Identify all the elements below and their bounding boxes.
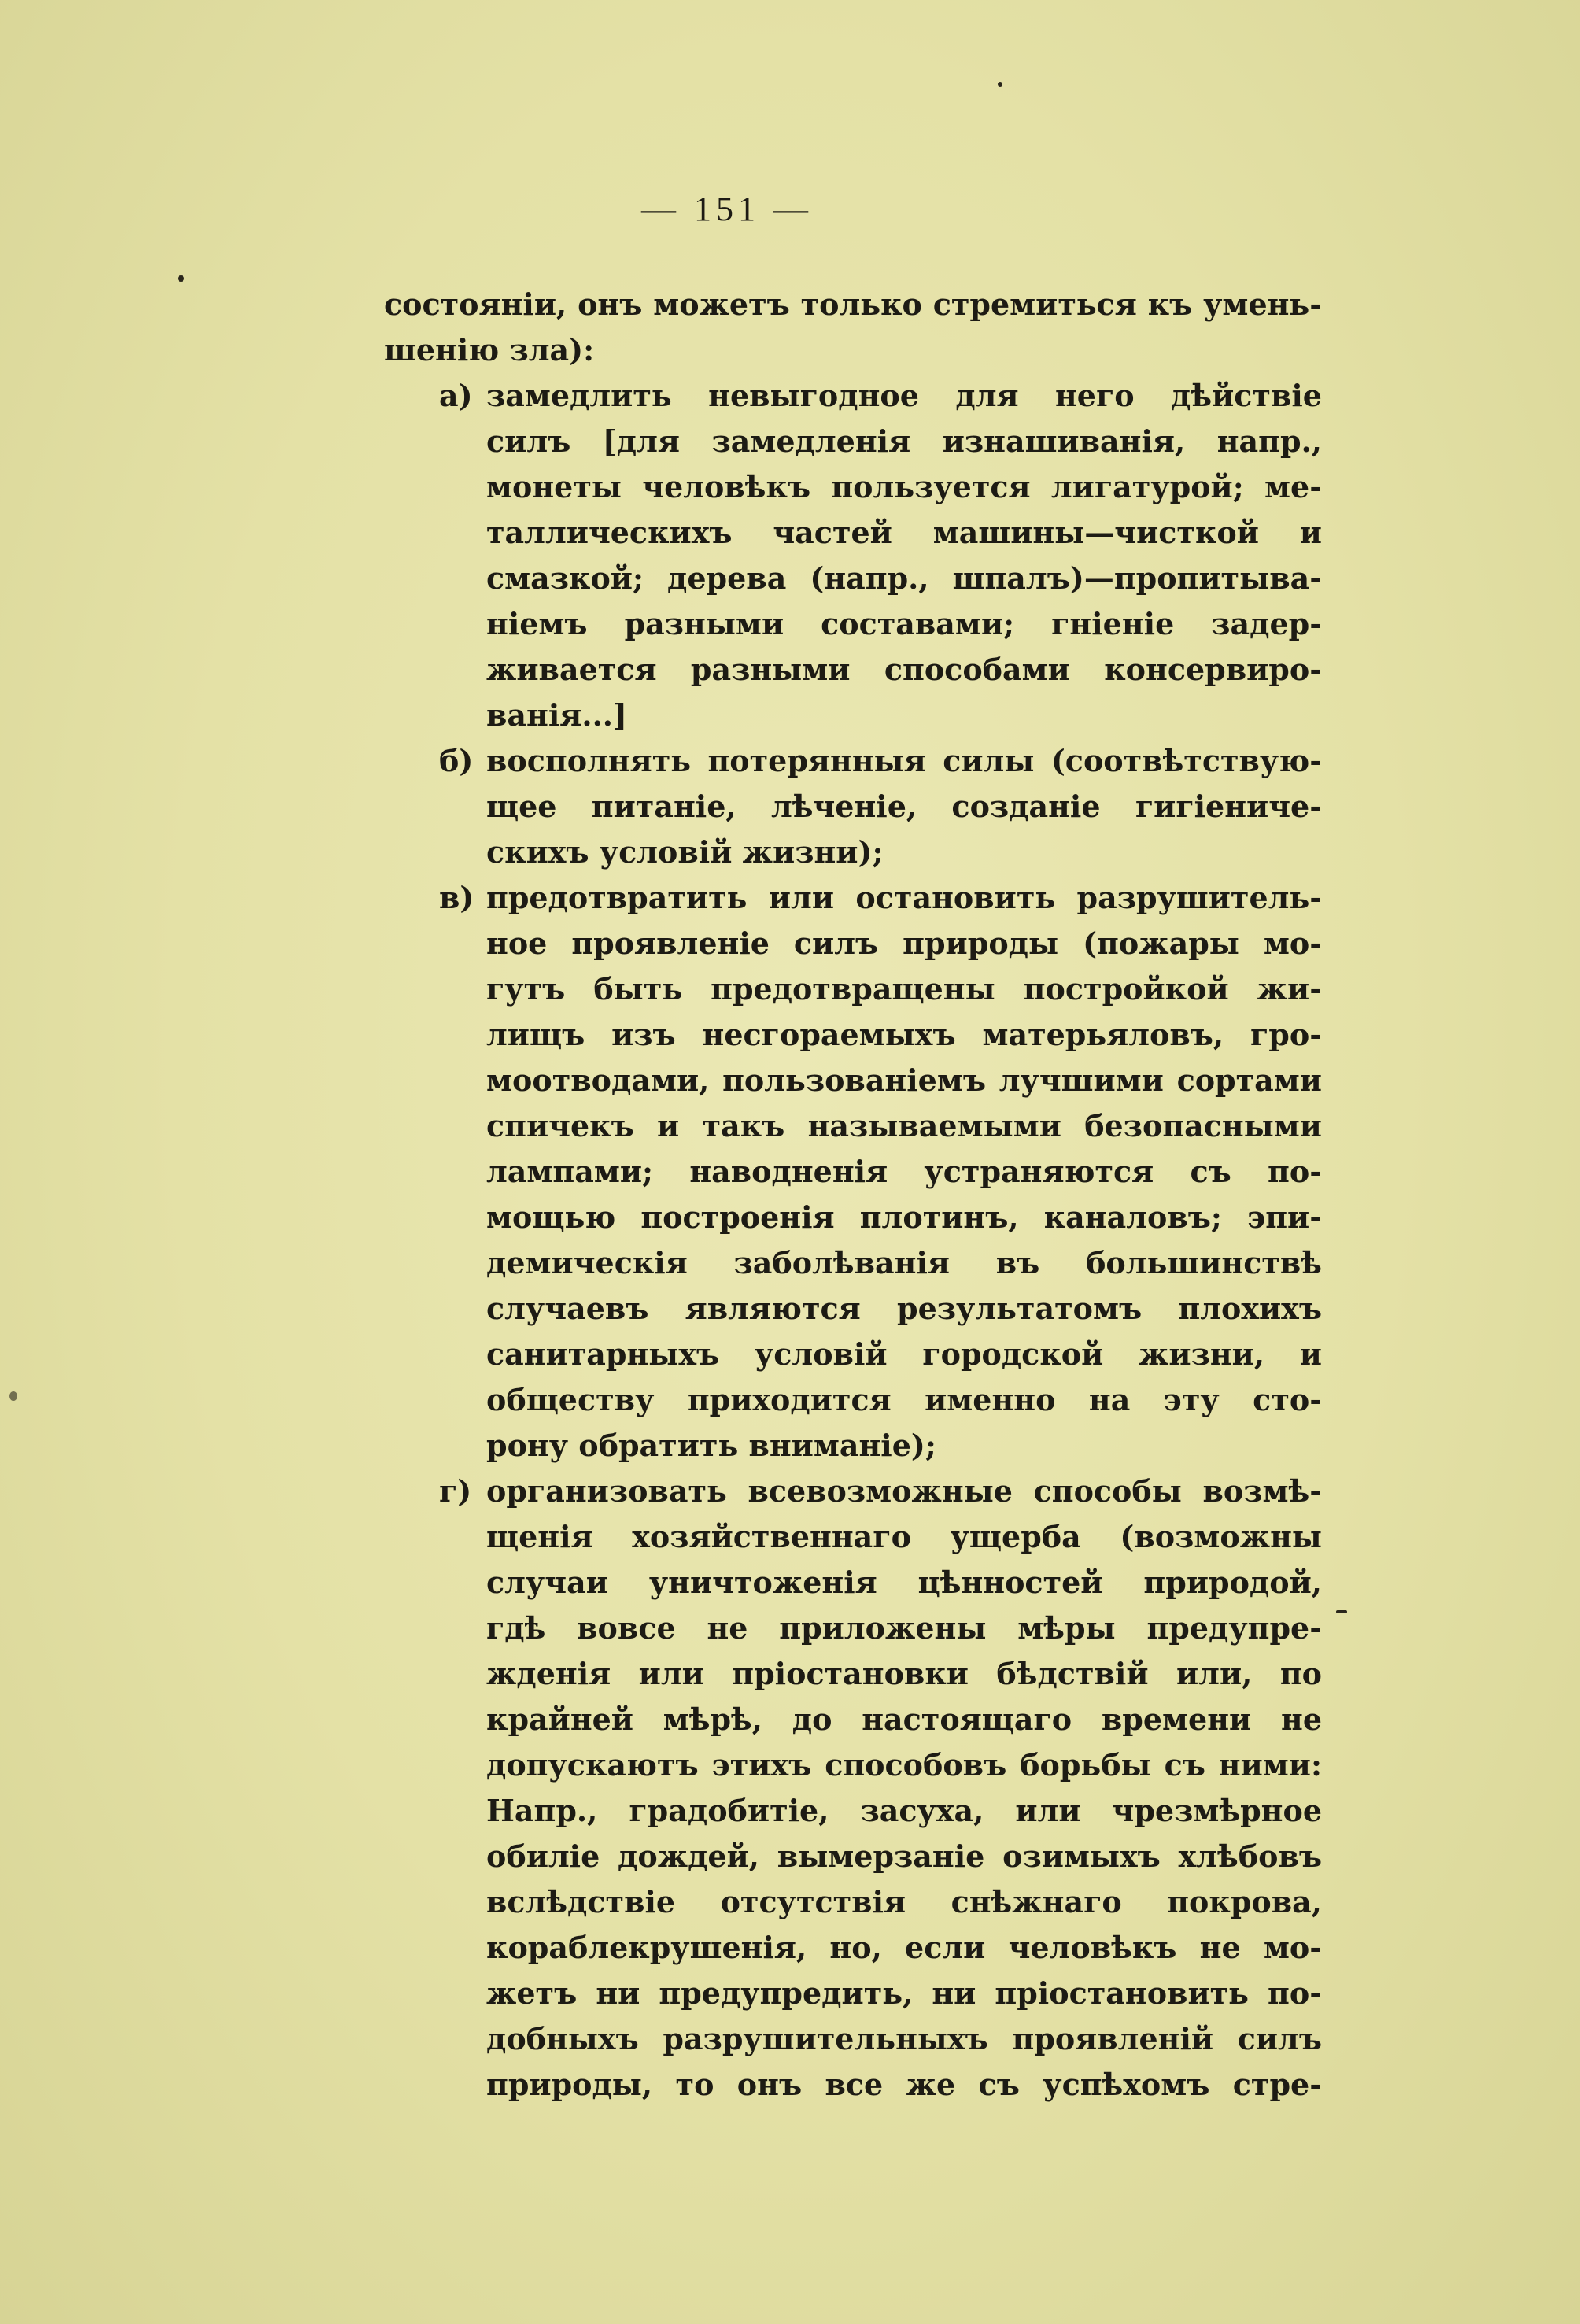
- text-line: ванiя...]: [486, 697, 628, 733]
- text-line: лампами; наводненiя устраняются съ по-: [486, 1154, 1322, 1189]
- text-line: рону обратить вниманiе);: [486, 1428, 936, 1463]
- list-item-g: [384, 1469, 1322, 2108]
- text-line: лищъ изъ несгораемыхъ матерьяловъ, гро-: [486, 1017, 1322, 1052]
- text-line: вслѣдствiе отсутствiя снѣжнаго покрова,: [486, 1884, 1322, 1919]
- list-marker: а): [439, 378, 473, 413]
- text-line: восполнять потерянныя силы (соотвѣтствую-: [486, 743, 1322, 778]
- text-line: живается разными способами консервиро-: [486, 652, 1322, 687]
- text-line: допускаютъ этихъ способовъ борьбы съ ними:: [486, 1747, 1322, 1783]
- text-line: случаи уничтоженiя цѣнностей природой,: [486, 1565, 1322, 1600]
- text-line: таллическихъ частей машины—чисткой и: [486, 515, 1322, 550]
- text-line: щенiя хозяйственнаго ущерба (возможны: [486, 1519, 1322, 1554]
- text-line: демическiя заболѣванiя въ большинствѣ: [486, 1245, 1322, 1280]
- list-item-a: [384, 373, 1322, 738]
- text-line: природы, то онъ все же съ успѣхомъ стре-: [486, 2067, 1322, 2102]
- text-line: шенiю зла):: [384, 332, 595, 368]
- text-line: гдѣ вовсе не приложены мѣры предупре-: [486, 1610, 1322, 1646]
- paper-speck: [178, 275, 184, 282]
- list-item-b: [384, 738, 1322, 875]
- text-line: монеты человѣкъ пользуется лигатурой; ме-: [486, 469, 1322, 504]
- text-line: организовать всевозможные способы возмѣ-: [486, 1473, 1322, 1509]
- text-line: жетъ ни предупредить, ни прiостановить по-: [486, 1975, 1322, 2011]
- text-line: щее питанiе, лѣченiе, созданiе гигiеничe-: [486, 789, 1322, 824]
- list-marker: г): [439, 1473, 472, 1509]
- text-line: гутъ быть предотвращены постройкой жи-: [486, 971, 1322, 1007]
- text-line: предотвратить или остановить разрушитель-: [486, 880, 1322, 915]
- text-line: кораблекрушенiя, но, если человѣкъ не мо-: [486, 1930, 1322, 1965]
- text-line: состоянiи, онъ можетъ только стремиться къ умень-: [384, 286, 1322, 322]
- list-item-v: [384, 875, 1322, 1469]
- paper-speck: [9, 1391, 17, 1401]
- text-line: обществу приходится именно на эту сто-: [486, 1382, 1322, 1417]
- text-line: добныхъ разрушительныхъ проявленiй силъ: [486, 2021, 1322, 2056]
- text-line: скихъ условiй жизни);: [486, 834, 884, 870]
- text-line: обилiе дождей, вымерзанiе озимыхъ хлѣбовъ: [486, 1838, 1322, 1874]
- body-text: [384, 282, 1322, 2108]
- text-line: смазкой; дерева (напр., шпалъ)—пропитыва-: [486, 560, 1322, 596]
- text-line: мощью построенiя плотинъ, каналовъ; эпи-: [486, 1199, 1322, 1235]
- text-line: крайней мѣрѣ, до настоящаго времени не: [486, 1701, 1322, 1737]
- intro-paragraph: [384, 282, 1322, 373]
- text-line: нiемъ разными составами; гнiенiе задер-: [486, 606, 1322, 641]
- list-marker: в): [439, 880, 474, 915]
- text-line: санитарныхъ условiй городской жизни, и: [486, 1336, 1322, 1372]
- list-marker: б): [439, 743, 474, 778]
- text-line: моотводами, пользованiемъ лучшими сортами: [486, 1062, 1322, 1098]
- page-number: — 151 —: [641, 190, 813, 228]
- text-line: замедлить невыгодное для него дѣйствiе: [486, 378, 1322, 413]
- paper-speck: [1336, 1610, 1347, 1613]
- text-line: Напр., градобитiе, засуха, или чрезмѣрное: [486, 1793, 1322, 1828]
- text-line: ное проявленiе силъ природы (пожары мо-: [486, 926, 1322, 961]
- text-line: жденiя или прiостановки бѣдствiй или, по: [486, 1656, 1322, 1691]
- text-line: силъ [для замедленiя изнашиванiя, напр.,: [486, 423, 1322, 459]
- text-line: спичекъ и такъ называемыми безопасными: [486, 1108, 1322, 1144]
- paper-speck: [998, 82, 1002, 87]
- text-line: случаевъ являются результатомъ плохихъ: [486, 1291, 1322, 1326]
